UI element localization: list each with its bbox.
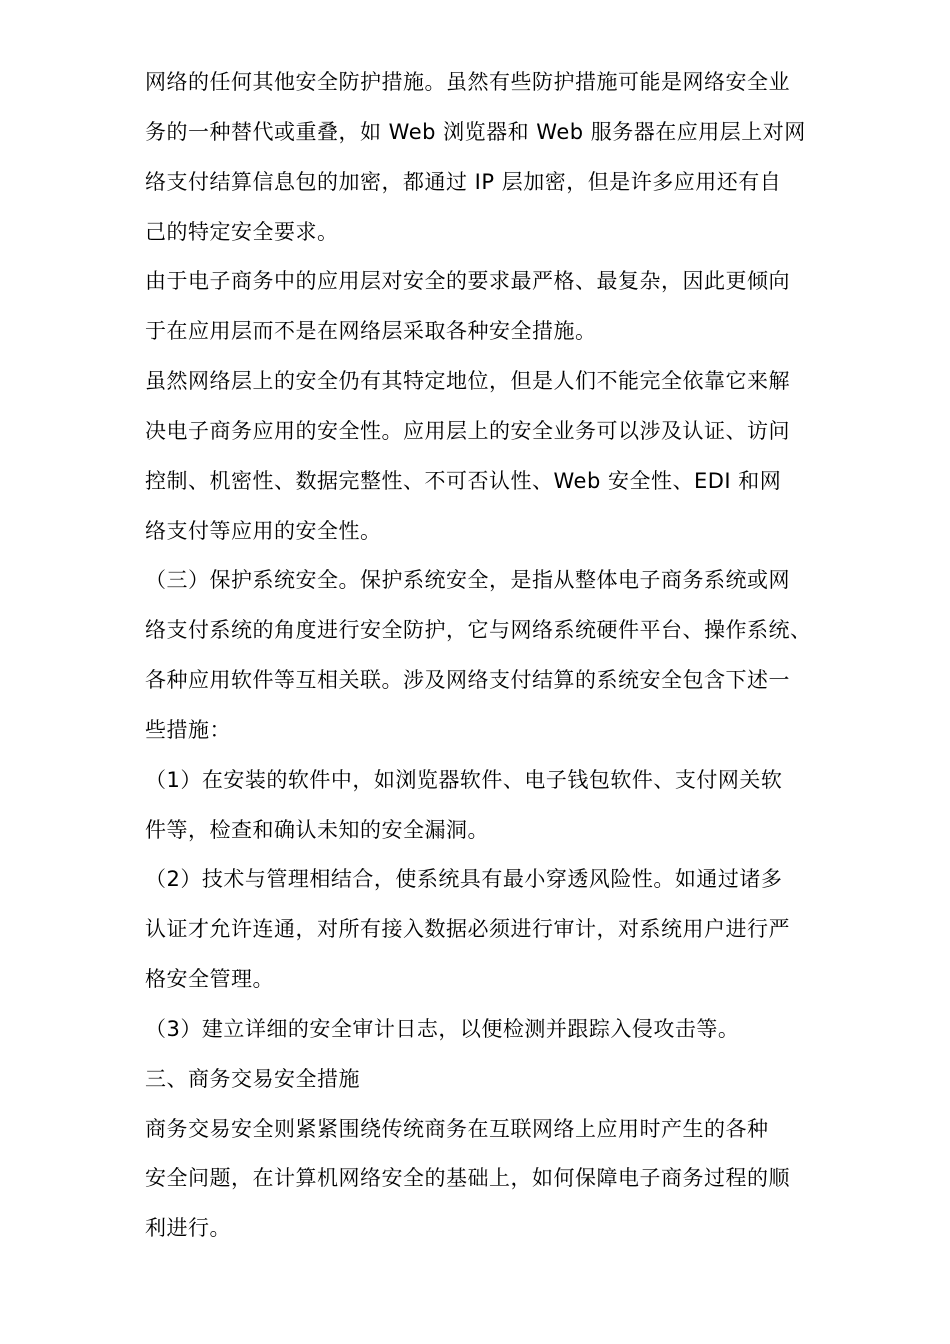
text-line: （三）保护系统安全。保护系统安全，是指从整体电子商务系统或网 bbox=[145, 568, 790, 592]
text-line: 利进行。 bbox=[145, 1216, 231, 1240]
text-line: 于在应用层而不是在网络层采取各种安全措施。 bbox=[145, 319, 597, 343]
text-line: 决电子商务应用的安全性。应用层上的安全业务可以涉及认证、访问 bbox=[145, 419, 790, 443]
text-line: 安全问题，在计算机网络安全的基础上，如何保障电子商务过程的顺 bbox=[145, 1166, 790, 1190]
text-line: 件等，检查和确认未知的安全漏洞。 bbox=[145, 818, 489, 842]
text-line: 络支付结算信息包的加密，都通过 IP 层加密，但是许多应用还有自 bbox=[145, 170, 782, 194]
text-line: （3）建立详细的安全审计日志，以便检测并跟踪入侵攻击等。 bbox=[145, 1017, 740, 1041]
text-line: 由于电子商务中的应用层对安全的要求最严格、最复杂，因此更倾向 bbox=[145, 269, 790, 293]
text-line: 虽然网络层上的安全仍有其特定地位，但是人们不能完全依靠它来解 bbox=[145, 369, 790, 393]
text-line: 各种应用软件等互相关联。涉及网络支付结算的系统安全包含下述一 bbox=[145, 668, 790, 692]
text-line: （2）技术与管理相结合，使系统具有最小穿透风险性。如通过诸多 bbox=[145, 867, 783, 891]
text-line: （1）在安装的软件中，如浏览器软件、电子钱包软件、支付网关软 bbox=[145, 768, 783, 792]
text-line: 控制、机密性、数据完整性、不可否认性、Web 安全性、EDI 和网 bbox=[145, 469, 782, 493]
text-line: 些措施： bbox=[145, 718, 231, 742]
text-line: 格安全管理。 bbox=[145, 967, 274, 991]
text-line: 络支付等应用的安全性。 bbox=[145, 519, 382, 543]
text-line: 己的特定安全要求。 bbox=[145, 220, 339, 244]
text-line: 商务交易安全则紧紧围绕传统商务在互联网络上应用时产生的各种 bbox=[145, 1117, 769, 1141]
section-heading: 三、商务交易安全措施 bbox=[145, 1067, 360, 1091]
text-line: 网络的任何其他安全防护措施。虽然有些防护措施可能是网络安全业 bbox=[145, 70, 790, 94]
text-line: 认证才允许连通，对所有接入数据必须进行审计，对系统用户进行严 bbox=[145, 917, 790, 941]
text-line: 络支付系统的角度进行安全防护，它与网络系统硬件平台、操作系统、 bbox=[145, 618, 812, 642]
text-line: 务的一种替代或重叠，如 Web 浏览器和 Web 服务器在应用层上对网 bbox=[145, 120, 806, 144]
